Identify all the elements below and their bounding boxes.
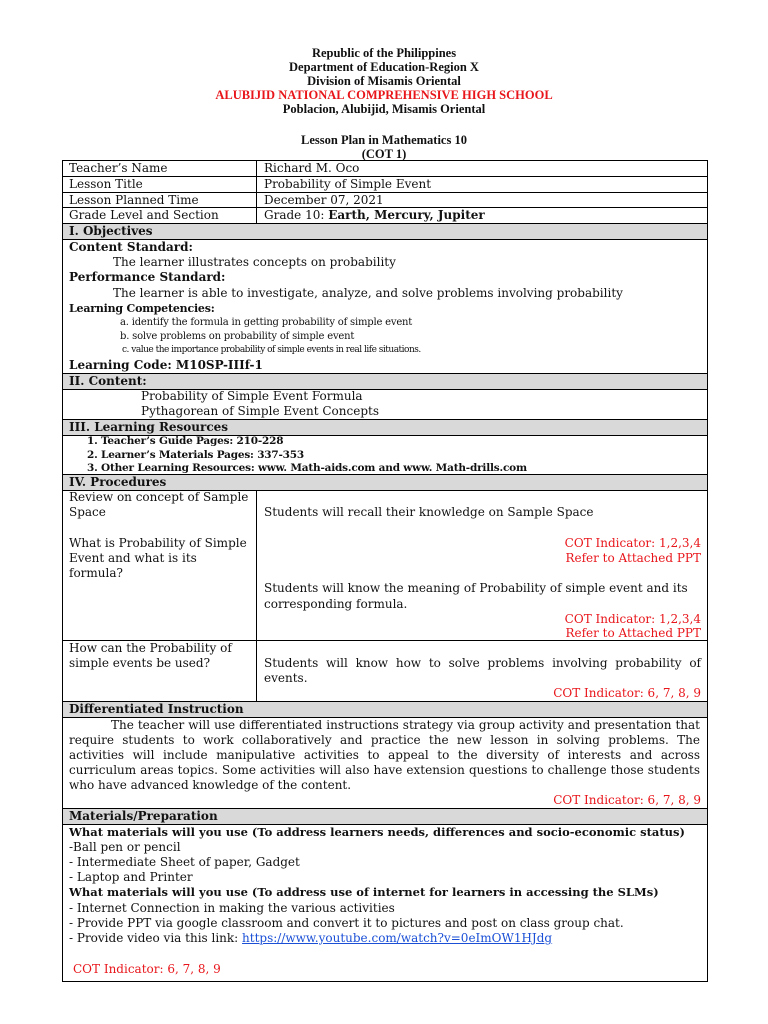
procedure-a2a: Students will know the meaning of Probability of simple event and its bbox=[264, 581, 688, 595]
competency-a: a. identify the formula in getting probability of simple event bbox=[120, 317, 413, 328]
content-standard-label: Content Standard: bbox=[69, 240, 193, 254]
lesson-plan-table bbox=[62, 160, 708, 982]
grade-label: Grade Level and Section bbox=[69, 208, 219, 222]
cot-indicator-4: COT Indicator: 6, 7, 8, 9 bbox=[553, 793, 701, 807]
procedures-heading: IV. Procedures bbox=[69, 475, 167, 489]
cot-indicator-2: COT Indicator: 1,2,3,4 bbox=[564, 612, 701, 626]
time-value: December 07, 2021 bbox=[264, 193, 384, 207]
title-label: Lesson Title bbox=[69, 177, 143, 191]
material-3: - Laptop and Printer bbox=[69, 870, 193, 884]
procedure-a3: Students will know how to solve problems involving probability of events. bbox=[264, 656, 701, 685]
objectives-heading: I. Objectives bbox=[69, 224, 153, 238]
procedure-q3b: simple events be used? bbox=[69, 656, 211, 670]
resources-heading: III. Learning Resources bbox=[69, 420, 229, 434]
material-6 bbox=[69, 931, 552, 946]
procedure-q2c: formula? bbox=[69, 566, 123, 580]
materials-question-2: What materials will you use (To address use of internet for learners in accessing the SLMs) bbox=[69, 885, 659, 899]
competency-c: c. value the importance probability of simple events in real life situations. bbox=[122, 345, 421, 355]
header-republic: Republic of the Philippines bbox=[311, 46, 457, 60]
teacher-value: Richard M. Oco bbox=[264, 161, 360, 175]
content-heading: II. Content: bbox=[69, 374, 147, 388]
header-department: Department of Education-Region X bbox=[289, 60, 479, 74]
title-value: Probability of Simple Event bbox=[264, 177, 432, 191]
materials-heading: Materials/Preparation bbox=[69, 809, 218, 823]
resource-3: 3. Other Learning Resources: www. Math-aids.com and www. Math-drills.com bbox=[87, 462, 527, 474]
time-label: Lesson Planned Time bbox=[69, 193, 199, 207]
plan-title: Lesson Plan in Mathematics 10 bbox=[301, 133, 467, 147]
cot-indicator-1: COT Indicator: 1,2,3,4 bbox=[564, 536, 701, 550]
youtube-link[interactable]: https://www.youtube.com/watch?v=0eImOW1HJdg bbox=[242, 931, 553, 945]
cot-indicator-3: COT Indicator: 6, 7, 8, 9 bbox=[553, 686, 701, 700]
learning-code: Learning Code: M10SP-IIIf-1 bbox=[69, 358, 263, 372]
material-5: - Provide PPT via google classroom and convert it to pictures and post on class group chat. bbox=[69, 916, 624, 930]
competency-b: b. solve problems on probability of simple event bbox=[120, 331, 355, 342]
school-address: Poblacion, Alubijid, Misamis Oriental bbox=[282, 102, 486, 116]
material-4: - Internet Connection in making the various activities bbox=[69, 901, 395, 915]
material-1: -Ball pen or pencil bbox=[69, 840, 181, 854]
procedure-q3a: How can the Probability of bbox=[69, 641, 232, 655]
material-6-text: - Provide video via this link: bbox=[69, 931, 243, 945]
performance-standard-text: The learner is able to investigate, analyze, and solve problems involving probability bbox=[113, 286, 623, 300]
header-division: Division of Misamis Oriental bbox=[307, 74, 461, 88]
procedure-q2a: What is Probability of Simple bbox=[69, 536, 247, 550]
material-2: - Intermediate Sheet of paper, Gadget bbox=[69, 855, 300, 869]
procedure-q1b: Space bbox=[69, 505, 106, 519]
differentiated-heading: Differentiated Instruction bbox=[69, 702, 244, 716]
performance-standard-label: Performance Standard: bbox=[69, 270, 226, 284]
content-line-1: Probability of Simple Event Formula bbox=[141, 389, 363, 403]
resource-1: 1. Teacher’s Guide Pages: 210-228 bbox=[87, 435, 284, 447]
procedure-q1a: Review on concept of Sample bbox=[69, 490, 249, 504]
cot-label: (COT 1) bbox=[361, 147, 407, 161]
competencies-label: Learning Competencies: bbox=[69, 302, 215, 315]
grade-sections: Earth, Mercury, Jupiter bbox=[328, 208, 485, 222]
ppt-reference-1: Refer to Attached PPT bbox=[565, 551, 701, 565]
cot-indicator-5: COT Indicator: 6, 7, 8, 9 bbox=[73, 962, 221, 976]
teacher-label: Teacher’s Name bbox=[69, 161, 168, 175]
procedure-q2b: Event and what is its bbox=[69, 551, 197, 565]
ppt-reference-2: Refer to Attached PPT bbox=[565, 626, 701, 640]
procedure-a2b: corresponding formula. bbox=[264, 597, 408, 611]
resource-2: 2. Learner’s Materials Pages: 337-353 bbox=[87, 449, 304, 461]
content-line-2: Pythagorean of Simple Event Concepts bbox=[141, 404, 379, 418]
grade-text: Grade 10: bbox=[264, 208, 325, 222]
school-name: ALUBIJID NATIONAL COMPREHENSIVE HIGH SCHOOL bbox=[215, 88, 553, 102]
materials-question-1: What materials will you use (To address learners needs, differences and socio-economic status) bbox=[69, 825, 685, 839]
grade-value bbox=[264, 208, 485, 223]
content-standard-text: The learner illustrates concepts on probability bbox=[113, 255, 396, 269]
procedure-a1: Students will recall their knowledge on Sample Space bbox=[264, 505, 594, 519]
differentiated-text: The teacher will use differentiated instructions strategy via group activity and presentation that require students to work collaboratively and practice the new lesson in solving problems. The activities will include manipulative activities to appeal to the diversity of interests and across curriculum areas topics. Some activities will also have extension questions to challenge those students who have advanced knowledge of the content. bbox=[69, 718, 700, 792]
